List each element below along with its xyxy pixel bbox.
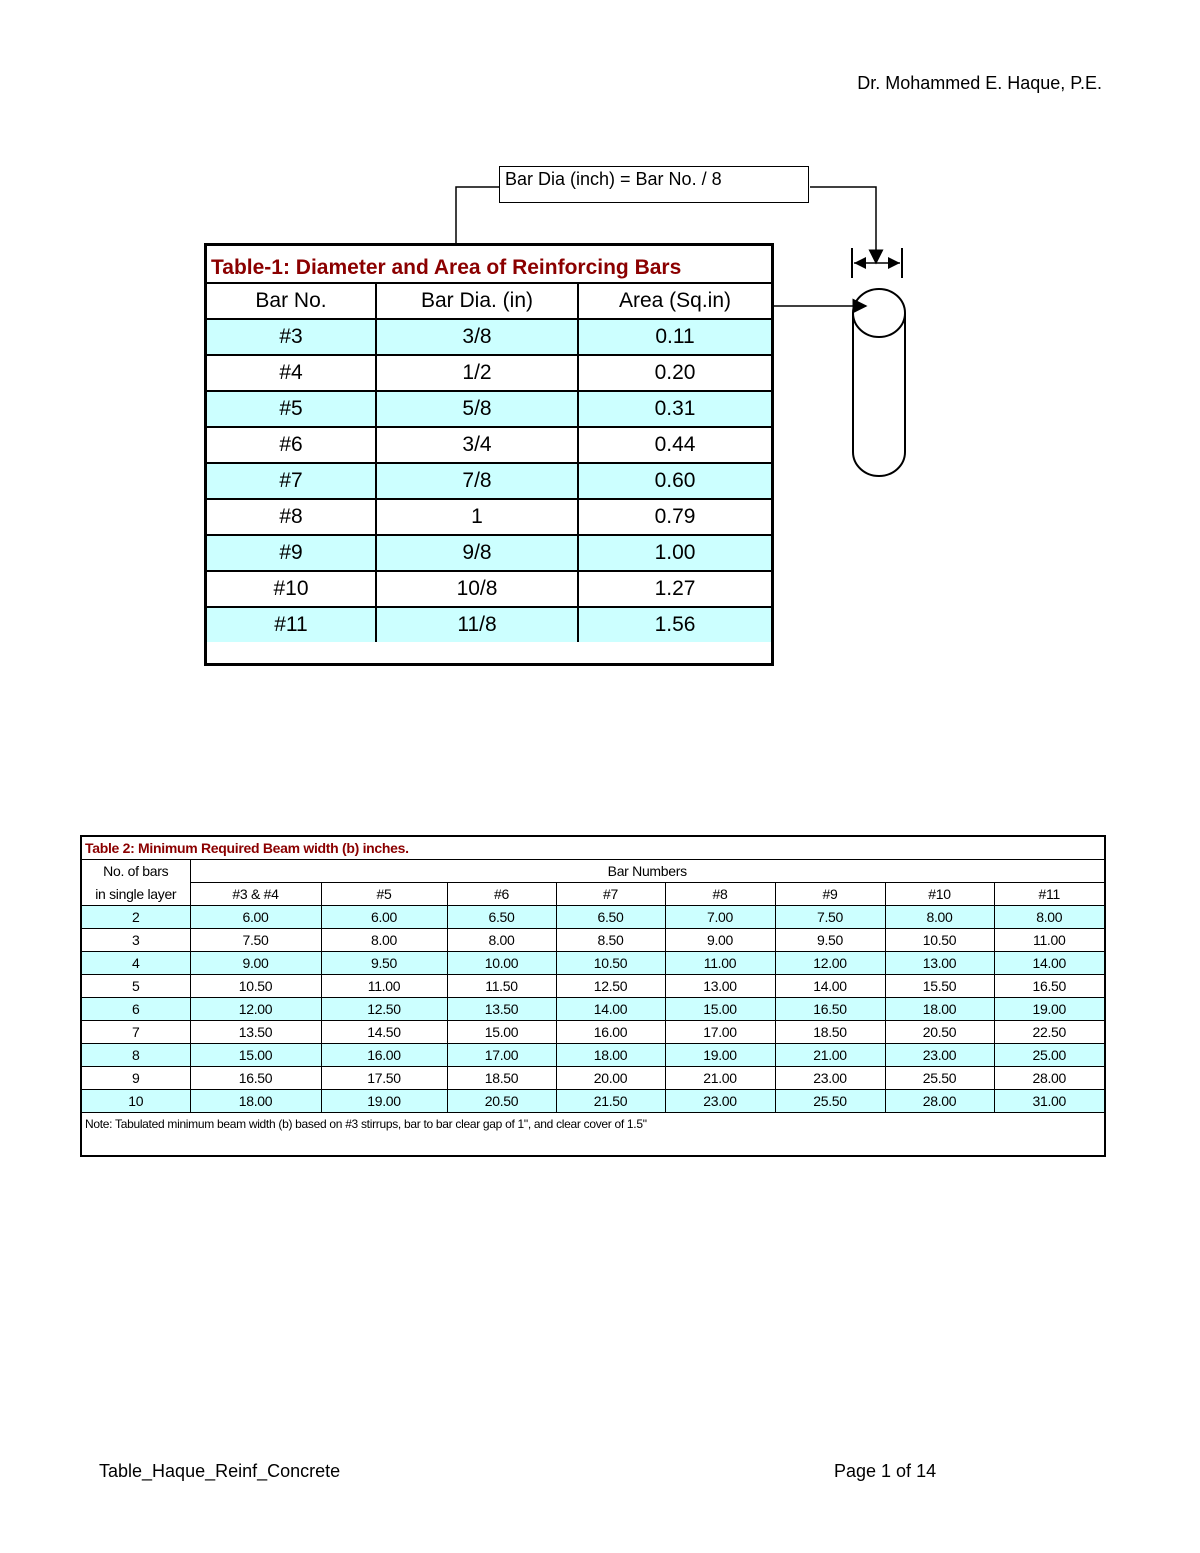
- table-cell: 12.00: [775, 952, 885, 975]
- table-cell: 16.50: [994, 975, 1104, 998]
- table-cell: 6.50: [447, 906, 556, 929]
- footer-page-number: Page 1 of 14: [834, 1461, 937, 1481]
- table-cell: 25.00: [994, 1044, 1104, 1067]
- table-cell: 13.50: [190, 1021, 321, 1044]
- table-cell: 11/8: [376, 607, 578, 642]
- table1-col-header: Area (Sq.in): [578, 284, 771, 319]
- table2-group-header-row: [82, 860, 1104, 883]
- table-cell: 23.00: [885, 1044, 994, 1067]
- table-cell: 15.00: [447, 1021, 556, 1044]
- table2-header-row: [82, 883, 1104, 906]
- table-cell: 15.00: [190, 1044, 321, 1067]
- table-cell: 5/8: [376, 391, 578, 427]
- table-cell: 7.00: [665, 906, 775, 929]
- table-cell: #6: [207, 427, 376, 463]
- table-cell: 12.00: [190, 998, 321, 1021]
- table-cell: 6: [82, 998, 190, 1021]
- table-row: [82, 929, 1104, 952]
- table-cell: 16.50: [775, 998, 885, 1021]
- table-row: [82, 1044, 1104, 1067]
- table-cell: 13.00: [665, 975, 775, 998]
- table2-grid: [82, 837, 1104, 1135]
- table-cell: 31.00: [994, 1090, 1104, 1113]
- table-row: [207, 391, 771, 427]
- table-row: [82, 998, 1104, 1021]
- table-cell: 16.00: [321, 1044, 447, 1067]
- table-cell: 18.50: [775, 1021, 885, 1044]
- table-cell: 14.50: [321, 1021, 447, 1044]
- bar-cylinder: [853, 313, 905, 476]
- table-cell: 15.50: [885, 975, 994, 998]
- table-cell: #11: [207, 607, 376, 642]
- table-cell: 3/4: [376, 427, 578, 463]
- table-cell: 11.00: [321, 975, 447, 998]
- table2-col-header: #10: [885, 883, 994, 906]
- table-row: [82, 1090, 1104, 1113]
- table2-note-row: [82, 1113, 1104, 1136]
- table-cell: #7: [207, 463, 376, 499]
- table-row: [207, 571, 771, 607]
- table-cell: 1/2: [376, 355, 578, 391]
- table-cell: 0.11: [578, 319, 771, 355]
- table-cell: 5: [82, 975, 190, 998]
- table-row: [207, 463, 771, 499]
- table-row: [82, 1067, 1104, 1090]
- table-cell: 7.50: [775, 906, 885, 929]
- table-cell: 16.50: [190, 1067, 321, 1090]
- table-cell: 8.50: [556, 929, 665, 952]
- table-cell: 6.00: [190, 906, 321, 929]
- table-cell: 17.00: [447, 1044, 556, 1067]
- table-cell: 19.00: [665, 1044, 775, 1067]
- table-cell: 8.00: [885, 906, 994, 929]
- table-cell: 7/8: [376, 463, 578, 499]
- table-cell: 8.00: [994, 906, 1104, 929]
- table-cell: 16.00: [556, 1021, 665, 1044]
- table-cell: 11.50: [447, 975, 556, 998]
- formula-arrow-right: [810, 187, 876, 263]
- table-cell: 25.50: [775, 1090, 885, 1113]
- table1: [204, 243, 774, 666]
- table-cell: 12.50: [556, 975, 665, 998]
- table-cell: 18.50: [447, 1067, 556, 1090]
- header-author: Dr. Mohammed E. Haque, P.E.: [857, 73, 1102, 93]
- table-row: [207, 355, 771, 391]
- table-cell: 18.00: [556, 1044, 665, 1067]
- table-cell: 6.50: [556, 906, 665, 929]
- table-cell: 21.00: [665, 1067, 775, 1090]
- table-cell: #4: [207, 355, 376, 391]
- table-cell: 8.00: [447, 929, 556, 952]
- table-cell: 11.00: [994, 929, 1104, 952]
- table2-col-header: #6: [447, 883, 556, 906]
- table-cell: 21.50: [556, 1090, 665, 1113]
- table-cell: 3: [82, 929, 190, 952]
- table-row: [207, 499, 771, 535]
- table2-row-header-line2: in single layer: [82, 883, 190, 906]
- table1-header-row: [207, 284, 771, 319]
- table-cell: #3: [207, 319, 376, 355]
- table-cell: 10: [82, 1090, 190, 1113]
- table-cell: 9.00: [190, 952, 321, 975]
- table2-row-header-line1: No. of bars: [82, 860, 190, 883]
- table2-col-header: #8: [665, 883, 775, 906]
- table-cell: 14.00: [775, 975, 885, 998]
- table-cell: 23.00: [775, 1067, 885, 1090]
- table-cell: 7.50: [190, 929, 321, 952]
- table-row: [207, 427, 771, 463]
- table1-col-header: Bar Dia. (in): [376, 284, 578, 319]
- table-cell: 13.50: [447, 998, 556, 1021]
- table-cell: 0.44: [578, 427, 771, 463]
- table2-col-header: #3 & #4: [190, 883, 321, 906]
- table-cell: 25.50: [885, 1067, 994, 1090]
- table2-group-header: Bar Numbers: [190, 860, 1104, 883]
- table-row: [207, 535, 771, 571]
- table2-col-header: #11: [994, 883, 1104, 906]
- table-cell: #8: [207, 499, 376, 535]
- table-cell: 1.00: [578, 535, 771, 571]
- table-cell: 6.00: [321, 906, 447, 929]
- table2-col-header: #9: [775, 883, 885, 906]
- table-cell: 3/8: [376, 319, 578, 355]
- table-cell: #5: [207, 391, 376, 427]
- table-cell: 4: [82, 952, 190, 975]
- table-cell: #9: [207, 535, 376, 571]
- table2-note: Note: Tabulated minimum beam width (b) based on #3 stirrups, bar to bar clear gap of 1", and clear cover of 1.5": [82, 1113, 1104, 1136]
- table-cell: 17.00: [665, 1021, 775, 1044]
- table1-grid: [207, 284, 771, 642]
- table-cell: 9.50: [775, 929, 885, 952]
- table-cell: 8: [82, 1044, 190, 1067]
- table-cell: 9/8: [376, 535, 578, 571]
- table-cell: 13.00: [885, 952, 994, 975]
- table-cell: 1.27: [578, 571, 771, 607]
- table-cell: #10: [207, 571, 376, 607]
- table-cell: 10.50: [885, 929, 994, 952]
- table1-col-header: Bar No.: [207, 284, 376, 319]
- table2-col-header: #5: [321, 883, 447, 906]
- bar-cross-section: [853, 289, 905, 337]
- table-row: [207, 319, 771, 355]
- table-cell: 22.50: [994, 1021, 1104, 1044]
- table-cell: 18.00: [885, 998, 994, 1021]
- table-cell: 11.00: [665, 952, 775, 975]
- table-cell: 14.00: [994, 952, 1104, 975]
- table-cell: 10.00: [447, 952, 556, 975]
- table-cell: 1: [376, 499, 578, 535]
- table-cell: 20.00: [556, 1067, 665, 1090]
- table2: [80, 835, 1106, 1157]
- table-row: [82, 906, 1104, 929]
- table-cell: 19.00: [321, 1090, 447, 1113]
- table-cell: 17.50: [321, 1067, 447, 1090]
- table-cell: 10.50: [190, 975, 321, 998]
- table-cell: 7: [82, 1021, 190, 1044]
- table-cell: 15.00: [665, 998, 775, 1021]
- table-cell: 1.56: [578, 607, 771, 642]
- table-cell: 10.50: [556, 952, 665, 975]
- table-cell: 0.60: [578, 463, 771, 499]
- table-cell: 9.00: [665, 929, 775, 952]
- table-cell: 28.00: [885, 1090, 994, 1113]
- table-cell: 28.00: [994, 1067, 1104, 1090]
- table-row: [82, 975, 1104, 998]
- footer-document-name: Table_Haque_Reinf_Concrete: [99, 1461, 341, 1481]
- table-cell: 14.00: [556, 998, 665, 1021]
- table1-title: Table-1: Diameter and Area of Reinforcing Bars: [207, 246, 771, 284]
- table-cell: 18.00: [190, 1090, 321, 1113]
- table2-col-header: #7: [556, 883, 665, 906]
- table-cell: 10/8: [376, 571, 578, 607]
- formula-box: Bar Dia (inch) = Bar No. / 8: [499, 166, 809, 203]
- table-cell: 20.50: [885, 1021, 994, 1044]
- table-cell: 8.00: [321, 929, 447, 952]
- table-cell: 0.79: [578, 499, 771, 535]
- table-row: [82, 1021, 1104, 1044]
- table2-title: Table 2: Minimum Required Beam width (b) inches.: [82, 837, 1104, 860]
- table-cell: 19.00: [994, 998, 1104, 1021]
- table-cell: 9: [82, 1067, 190, 1090]
- table-cell: 21.00: [775, 1044, 885, 1067]
- table2-title-row: [82, 837, 1104, 860]
- table-row: [82, 952, 1104, 975]
- table-cell: 0.20: [578, 355, 771, 391]
- table-cell: 12.50: [321, 998, 447, 1021]
- table-cell: 20.50: [447, 1090, 556, 1113]
- table-cell: 2: [82, 906, 190, 929]
- table-cell: 0.31: [578, 391, 771, 427]
- table-cell: 9.50: [321, 952, 447, 975]
- table-cell: 23.00: [665, 1090, 775, 1113]
- table-row: [207, 607, 771, 642]
